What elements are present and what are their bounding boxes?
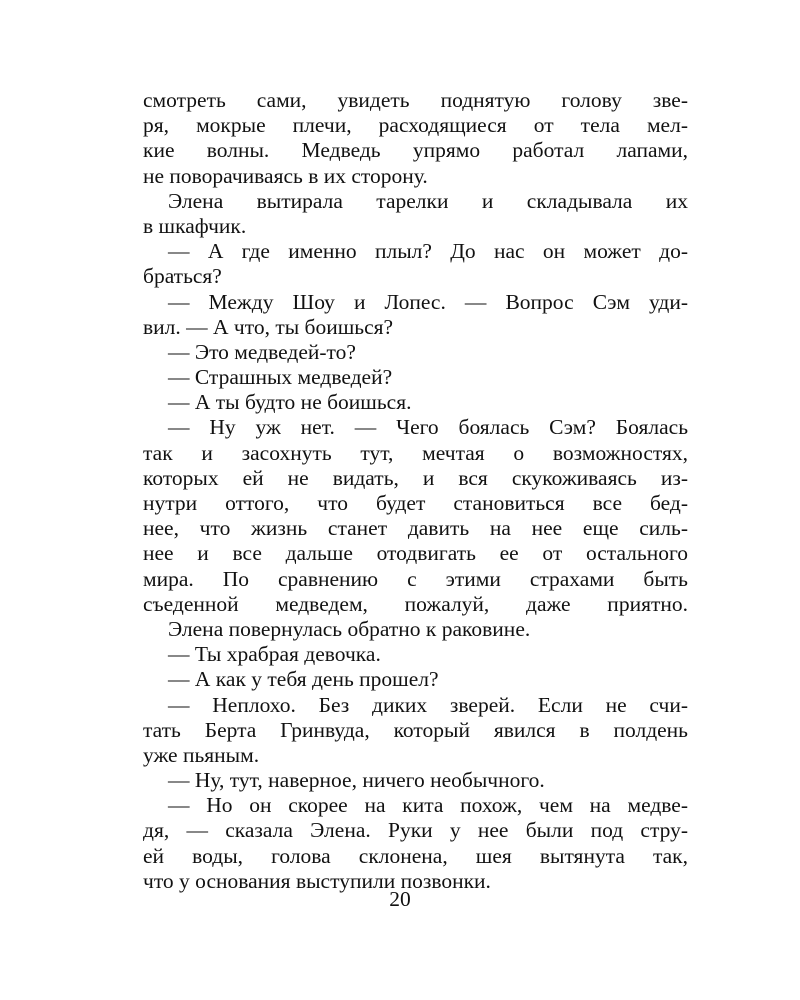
- text-line: в шкафчик.: [143, 213, 247, 238]
- text-line: — Ты храбрая девочка.: [168, 642, 381, 667]
- text-line: уже пьяным.: [143, 742, 260, 767]
- text-line: — Ну, тут, наверное, ничего необычного.: [168, 768, 545, 793]
- text-line: — А ты будто не боишься.: [168, 390, 412, 415]
- text-line: ей воды, голова склонена, шея вытянута так,: [143, 843, 688, 868]
- text-line: мира. По сравнению с этими страхами быть: [143, 566, 688, 591]
- text-line: нее и все дальше отодвигать ее от остального: [143, 541, 688, 566]
- text-line: — Но он скорее на кита похож, чем на медве-: [168, 793, 688, 818]
- text-line: — Неплохо. Без диких зверей. Если не счи-: [168, 692, 688, 717]
- body-text: [143, 88, 688, 894]
- text-line: не поворачиваясь в их сторону.: [143, 163, 428, 188]
- page-number: 20: [389, 887, 411, 911]
- text-line: ря, мокрые плечи, расходящиеся от тела мел-: [143, 113, 688, 138]
- text-line: смотреть сами, увидеть поднятую голову зве-: [143, 88, 688, 112]
- text-line: дя, — сказала Элена. Руки у нее были под стру-: [143, 818, 688, 843]
- text-line: съеденной медведем, пожалуй, даже приятно.: [143, 591, 688, 616]
- text-line: Элена повернулась обратно к раковине.: [168, 616, 531, 641]
- text-line: браться?: [143, 264, 222, 289]
- text-line: тать Берта Гринвуда, который явился в полдень: [143, 717, 688, 742]
- text-line: так и засохнуть тут, мечтая о возможностях,: [143, 440, 688, 465]
- text-line: которых ей не видать, и вся скукоживаясь из-: [143, 465, 688, 490]
- text-line: — Ну уж нет. — Чего боялась Сэм? Боялась: [168, 415, 688, 440]
- text-line: — А где именно плыл? До нас он может до-: [168, 239, 688, 264]
- text-line: кие волны. Медведь упрямо работал лапами,: [143, 138, 688, 163]
- text-line: что у основания выступили позвонки.: [143, 868, 491, 893]
- text-line: нутри оттого, что будет становиться все бед-: [143, 491, 688, 515]
- text-line: — Между Шоу и Лопес. — Вопрос Сэм уди-: [168, 289, 688, 314]
- text-line: Элена вытирала тарелки и складывала их: [168, 188, 688, 213]
- text-line: нее, что жизнь станет давить на нее еще силь-: [143, 516, 688, 541]
- text-line: — А как у тебя день прошел?: [168, 667, 439, 692]
- text-line: — Страшных медведей?: [168, 365, 393, 390]
- text-line: — Это медведей-то?: [168, 339, 356, 364]
- text-line: вил. — А что, ты боишься?: [143, 314, 394, 339]
